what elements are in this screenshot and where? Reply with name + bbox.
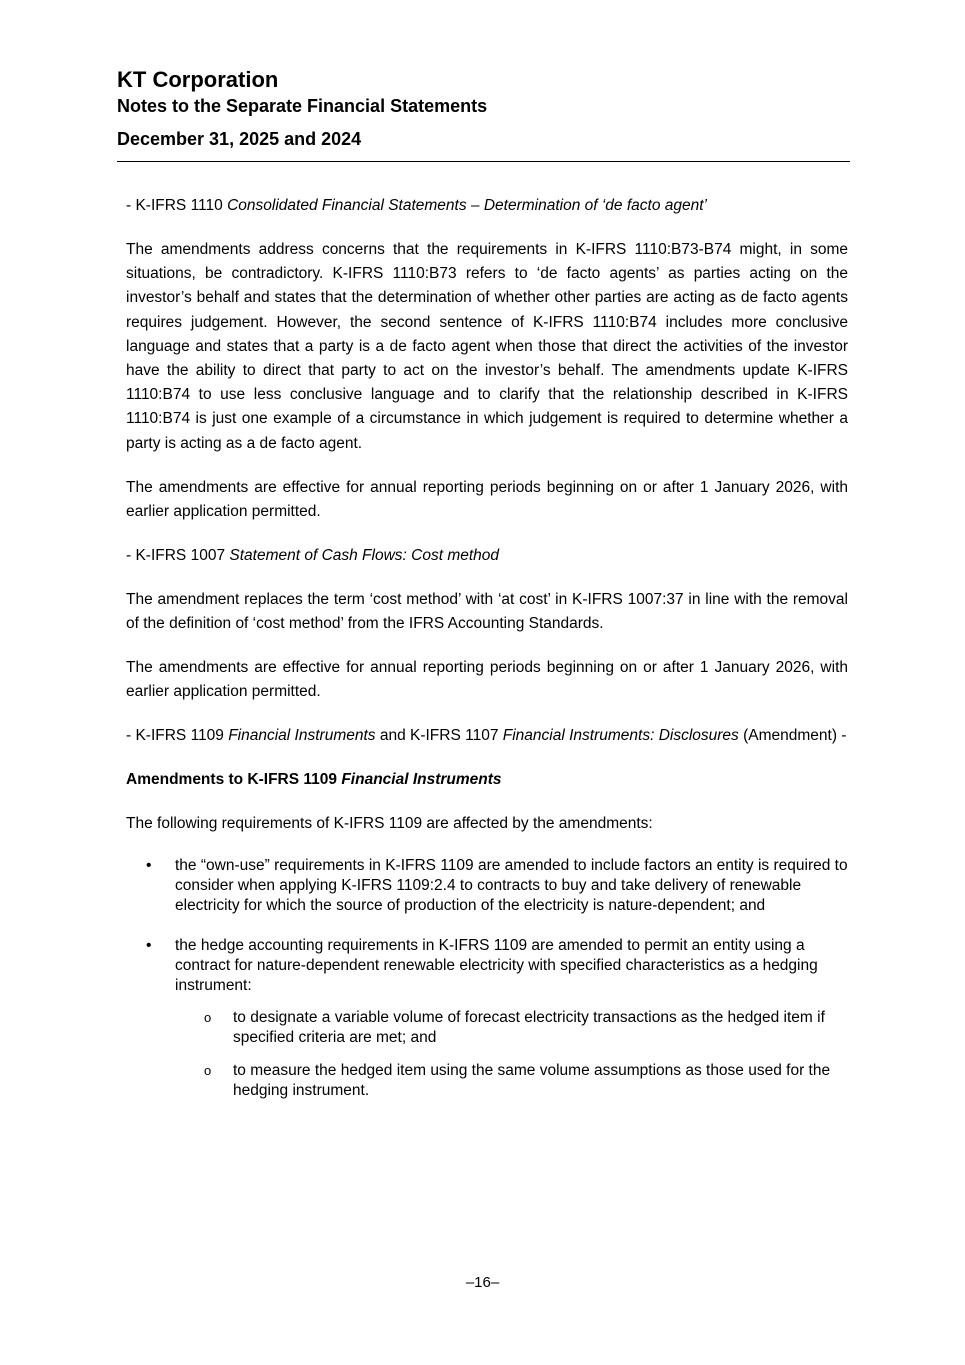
heading-text: Amendments to K-IFRS 1109 — [126, 771, 342, 789]
list-item-text: the hedge accounting requirements in K-IFRS 1109 are amended to permit an entity using a contract for nature-dependent renewable electricity with specified characteristics as a hedging instrument: — [175, 937, 818, 995]
paragraph: The amendment replaces the term ‘cost method’ with ‘at cost’ in K-IFRS 1007:37 in line with the removal of the definition of ‘cost method’ from the IFRS Accounting Standards. — [126, 590, 848, 633]
bullet-icon: • — [146, 937, 152, 955]
section-prefix: - K-IFRS 1109 — [126, 727, 229, 745]
paragraph: The amendments address concerns that the requirements in K-IFRS 1110:B73-B74 might, in some situations, be contradictory. K-IFRS 1110:B73 refers to ‘de facto agents’ as parties acting on the investor’s behalf and states that the determination of whether other parties are acting as de facto agents requires judgement. However, the second sentence of K-IFRS 1110:B74 includes more conclusive language and states that a party is a de facto agent when those that direct the activities of the investor have the ability to direct that party to act on the investor’s behalf. The amendments update K-IFRS 1110:B74 to use less conclusive language and to clarify that the relationship described in K-IFRS 1110:B74 is just one example of a circumstance in which judgement is required to determine whether a party is acting as a de facto agent. — [126, 241, 848, 452]
section-k-ifrs-1007-title — [126, 544, 848, 568]
sub-list-item-text: to measure the hedged item using the same volume assumptions as those used for the hedging instrument. — [233, 1062, 831, 1100]
section-k-ifrs-1110-title — [126, 194, 848, 218]
list-item-text: the “own-use” requirements in K-IFRS 1109 are amended to include factors an entity is required to consider when applying K-IFRS 1109:2.4 to contracts to buy and take delivery of renewable electricity for which the source of production of the electricity is nature-dependent; and — [175, 857, 848, 915]
section-connector: and K-IFRS 1107 — [375, 727, 503, 745]
list-item — [126, 856, 848, 916]
header-divider — [117, 161, 850, 162]
page-content — [126, 194, 848, 1121]
section-suffix: (Amendment) - — [738, 727, 847, 745]
amendments-heading — [126, 768, 848, 792]
bullet-icon: • — [146, 857, 152, 875]
bullet-list — [126, 856, 848, 1101]
section-title: Financial Instruments: Disclosures — [502, 727, 739, 745]
circle-bullet-icon: o — [204, 1063, 212, 1079]
circle-bullet-icon: o — [204, 1010, 212, 1026]
section-title: Statement of Cash Flows: Cost method — [229, 546, 500, 564]
section-prefix: - K-IFRS 1007 — [126, 546, 230, 564]
section-title: Financial Instruments — [228, 727, 376, 745]
paragraph: The amendments are effective for annual reporting periods beginning on or after 1 January 2026, with earlier application permitted. — [126, 478, 848, 520]
document-date: December 31, 2025 and 2024 — [117, 129, 362, 149]
page-number: –16– — [465, 1274, 500, 1291]
page-header — [117, 66, 850, 169]
paragraph: The following requirements of K-IFRS 1109 are affected by the amendments: — [126, 815, 653, 833]
sub-bullet-list — [175, 1008, 848, 1101]
section-prefix: - K-IFRS 1110 — [126, 197, 228, 214]
section-title: Consolidated Financial Statements – Determination of ‘de facto agent’ — [227, 197, 707, 214]
section-k-ifrs-1109-title — [126, 724, 848, 748]
sub-list-item — [175, 1061, 848, 1101]
heading-italic: Financial Instruments — [341, 771, 502, 789]
list-item — [126, 936, 848, 1101]
company-name: KT Corporation — [117, 67, 279, 92]
sub-list-item-text: to designate a variable volume of forecast electricity transactions as the hedged item if specified criteria are met; and — [233, 1009, 825, 1047]
document-subtitle: Notes to the Separate Financial Statements — [117, 96, 488, 116]
paragraph: The amendments are effective for annual reporting periods beginning on or after 1 January 2026, with earlier application permitted. — [126, 659, 848, 701]
sub-list-item — [175, 1008, 848, 1048]
